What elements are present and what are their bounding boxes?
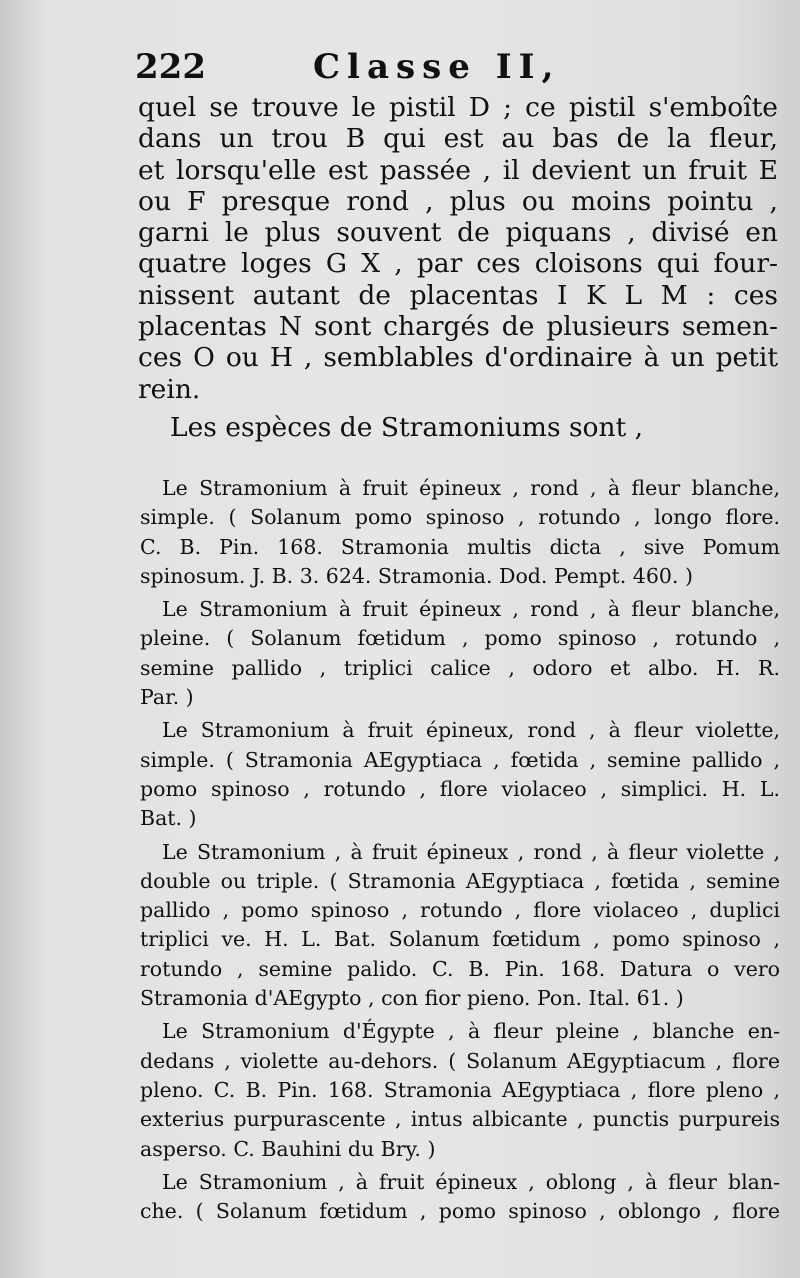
text-line: pomo spinoso , rotundo , flore violaceo , simplici. H. L. [140, 776, 780, 801]
text-line: Le Stramonium d'Égypte , à fleur pleine , blanche en- [162, 1019, 780, 1044]
species-entry [140, 1017, 780, 1163]
text-line: triplici ve. H. L. Bat. Solanum fœtidum , pomo spinoso , [140, 927, 780, 952]
species-entry [140, 474, 780, 591]
text-line: nissent autant de placentas I K L M : ces [138, 279, 778, 311]
species-entry [140, 1168, 780, 1227]
text-line: ou F presque rond , plus ou moins pointu , [138, 185, 778, 217]
text-line: quatre loges G X , par ces cloisons qui four- [138, 248, 778, 280]
page-header [135, 42, 735, 92]
species-entry [140, 595, 780, 712]
text-line: Le Stramonium , à fruit épineux , rond , à fleur violette , [162, 839, 780, 864]
species-entry [140, 838, 780, 1014]
text-line: placentas N sont chargés de plusieurs semen- [138, 311, 778, 343]
running-title: Classe II, [313, 47, 561, 87]
text-line: Le Stramonium à fruit épineux , rond , à fleur blanche, [162, 597, 780, 622]
text-line: Le Stramonium à fruit épineux, rond , à fleur violette, [162, 718, 780, 743]
text-line: rotundo , semine palido. C. B. Pin. 168. Datura o vero [140, 956, 780, 981]
text-line: Stramonia d'AEgypto , con fior pieno. Pon. Ital. 61. ) [140, 986, 684, 1011]
text-line: et lorsqu'elle est passée , il devient un fruit E [138, 154, 778, 186]
text-line: double ou triple. ( Stramonia AEgyptiaca , fœtida , semine [140, 868, 780, 893]
section-heading: Les espèces de Stramoniums sont , [170, 412, 644, 443]
text-line: dedans , violette au-dehors. ( Solanum AEgyptiacum , flore [140, 1048, 780, 1073]
text-line: C. B. Pin. 168. Stramonia multis dicta , sive Pomum [140, 534, 780, 559]
intro-paragraph [138, 92, 778, 405]
species-list [140, 474, 780, 1230]
text-line: Le Stramonium à fruit épineux , rond , à fleur blanche, [162, 476, 780, 500]
text-line: quel se trouve le pistil D ; ce pistil s'emboîte [138, 92, 778, 123]
text-line: Par. ) [140, 685, 194, 710]
text-line: pallido , pomo spinoso , rotundo , flore violaceo , duplici [140, 898, 780, 923]
text-line: dans un trou B qui est au bas de la fleur, [138, 123, 778, 155]
text-line: che. ( Solanum fœtidum , pomo spinoso , oblongo , flore [140, 1199, 780, 1224]
species-entry [140, 716, 780, 833]
text-line: garni le plus souvent de piquans , divisé en [138, 217, 778, 249]
text-line: pleine. ( Solanum fœtidum , pomo spinoso , rotundo , [140, 626, 780, 651]
text-line: Bat. ) [140, 806, 197, 831]
text-line: exterius purpurascente , intus albicante , punctis purpureis [140, 1107, 780, 1132]
text-line: simple. ( Stramonia AEgyptiaca , fœtida , semine pallido , [140, 747, 780, 772]
text-line: simple. ( Solanum pomo spinoso , rotundo , longo flore. [140, 505, 780, 530]
text-line: asperso. C. Bauhini du Bry. ) [140, 1136, 436, 1161]
page-number: 222 [135, 47, 206, 87]
text-line: semine pallido , triplici calice , odoro et albo. H. R. [140, 655, 780, 680]
text-line: ces O ou H , semblables d'ordinaire à un petit [138, 342, 778, 374]
text-line: spinosum. J. B. 3. 624. Stramonia. Dod. Pempt. 460. ) [140, 563, 693, 588]
text-line: pleno. C. B. Pin. 168. Stramonia AEgyptiaca , flore pleno , [140, 1077, 780, 1102]
text-line: rein. [138, 373, 201, 405]
text-line: Le Stramonium , à fruit épineux , oblong , à fleur blan- [162, 1169, 780, 1194]
